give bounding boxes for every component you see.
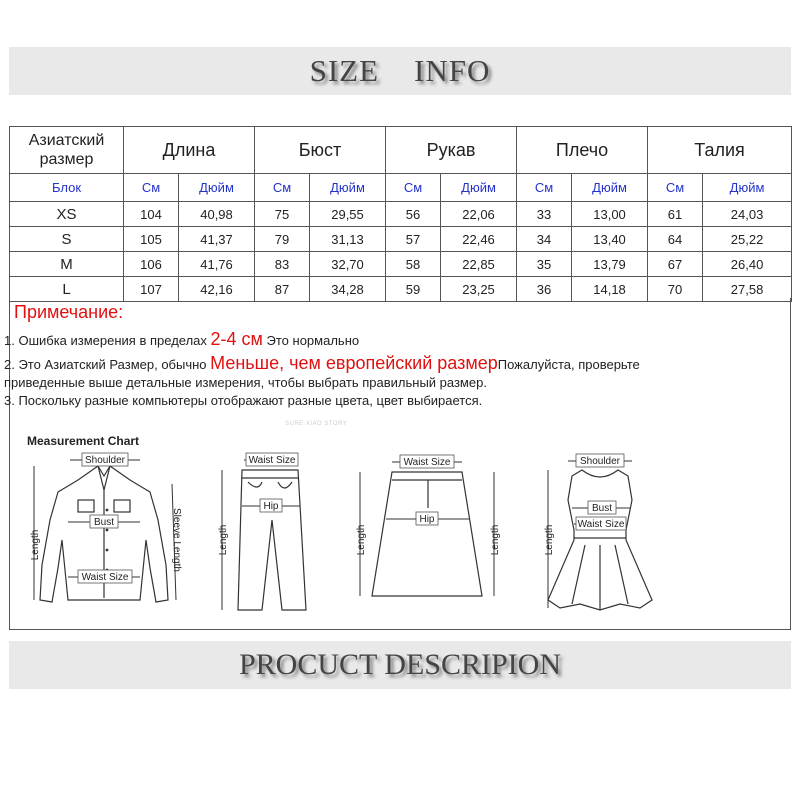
pants-illustration xyxy=(218,453,306,610)
pants-length-label: Length xyxy=(218,524,229,556)
shirt-length-label: Length xyxy=(30,529,41,561)
table-cell: 105 xyxy=(124,227,179,252)
note-1-text-a: 1. Ошибка измерения в пределах xyxy=(4,333,211,348)
table-cell: 59 xyxy=(386,277,441,302)
table-cell: 41,37 xyxy=(179,227,255,252)
unit-inch: Дюйм xyxy=(572,174,648,202)
table-cell: 67 xyxy=(648,252,703,277)
skirt-illustration xyxy=(356,455,501,596)
skirt-waist-label: Waist Size xyxy=(403,457,451,468)
shirt-shoulder-label: Shoulder xyxy=(84,455,126,466)
table-cell: 13,00 xyxy=(572,202,648,227)
skirt-length-left-label: Length xyxy=(356,524,367,556)
unit-inch: Дюйм xyxy=(179,174,255,202)
product-description-title: PROCUCT DESCRIPION xyxy=(238,648,562,681)
table-cell: 58 xyxy=(386,252,441,277)
table-cell: 56 xyxy=(386,202,441,227)
unit-cm: См xyxy=(386,174,441,202)
table-cell: 25,22 xyxy=(703,227,792,252)
dress-illustration xyxy=(544,454,652,610)
notes-title: Примечание: xyxy=(14,302,124,322)
unit-inch: Дюйм xyxy=(703,174,792,202)
unit-cm: См xyxy=(255,174,310,202)
header-bust: Бюст xyxy=(255,127,386,174)
table-cell: 23,25 xyxy=(441,277,517,302)
table-cell: 35 xyxy=(517,252,572,277)
unit-block: Блок xyxy=(10,174,124,202)
table-cell: 22,46 xyxy=(441,227,517,252)
table-cell: 42,16 xyxy=(179,277,255,302)
shirt-waist-label: Waist Size xyxy=(81,572,129,583)
table-cell: 13,79 xyxy=(572,252,648,277)
table-cell: 22,85 xyxy=(441,252,517,277)
table-cell: 22,06 xyxy=(441,202,517,227)
note-2-highlight: Меньше, чем европейский размер xyxy=(210,353,498,373)
size-cell: S xyxy=(10,227,124,252)
table-cell: 34 xyxy=(517,227,572,252)
table-cell: 87 xyxy=(255,277,310,302)
table-cell: 70 xyxy=(648,277,703,302)
table-cell: 41,76 xyxy=(179,252,255,277)
table-cell: 106 xyxy=(124,252,179,277)
unit-cm: См xyxy=(648,174,703,202)
dress-length-label: Length xyxy=(544,524,555,556)
size-cell: L xyxy=(10,277,124,302)
dress-shoulder-label: Shoulder xyxy=(579,456,621,467)
note-1-text-b: Это нормально xyxy=(262,333,360,348)
watermark-text: SURE XIAO STORY xyxy=(285,421,348,427)
table-cell: 29,55 xyxy=(310,202,386,227)
shirt-sleeve-label: Sleeve Length xyxy=(171,508,182,572)
size-info-title: SIZE INFO xyxy=(309,53,491,88)
skirt-length-right-label: Length xyxy=(490,524,501,556)
shirt-bust-label: Bust xyxy=(93,517,115,528)
note-2-text-a: 2. Это Азиатский Размер, обычно xyxy=(4,357,211,372)
dress-bust-label: Bust xyxy=(591,503,613,514)
size-cell: M xyxy=(10,252,124,277)
table-cell: 64 xyxy=(648,227,703,252)
table-cell: 13,40 xyxy=(572,227,648,252)
unit-inch: Дюйм xyxy=(441,174,517,202)
table-cell: 32,70 xyxy=(310,252,386,277)
product-description-banner xyxy=(9,641,791,689)
table-cell: 26,40 xyxy=(703,252,792,277)
note-2-line-2: приведенные выше детальные измерения, чтобы выбрать правильный размер. xyxy=(4,375,487,390)
table-cell: 104 xyxy=(124,202,179,227)
note-2-text-b: Пожалуйста, проверьте xyxy=(497,357,640,372)
table-cell: 33 xyxy=(517,202,572,227)
note-1-highlight: 2-4 см xyxy=(210,329,263,349)
table-cell: 79 xyxy=(255,227,310,252)
size-header: Азиатский размер xyxy=(10,127,124,174)
header-sleeve: Рукав xyxy=(386,127,517,174)
header-waist: Талия xyxy=(648,127,792,174)
table-cell: 14,18 xyxy=(572,277,648,302)
measurement-chart-title: Measurement Chart xyxy=(27,434,140,448)
header-shoulder: Плечо xyxy=(517,127,648,174)
unit-inch: Дюйм xyxy=(310,174,386,202)
pants-waist-label: Waist Size xyxy=(248,455,296,466)
unit-cm: См xyxy=(517,174,572,202)
unit-cm: См xyxy=(124,174,179,202)
pants-hip-label: Hip xyxy=(263,501,279,512)
table-cell: 57 xyxy=(386,227,441,252)
note-3: 3. Поскольку разные компьютеры отображают разные цвета, цвет выбирается. xyxy=(4,393,483,408)
header-length: Длина xyxy=(124,127,255,174)
skirt-hip-label: Hip xyxy=(419,514,435,525)
size-cell: XS xyxy=(10,202,124,227)
table-cell: 61 xyxy=(648,202,703,227)
dress-waist-label: Waist Size xyxy=(577,519,625,530)
table-cell: 24,03 xyxy=(703,202,792,227)
table-cell: 34,28 xyxy=(310,277,386,302)
table-cell: 27,58 xyxy=(703,277,792,302)
table-cell: 75 xyxy=(255,202,310,227)
table-cell: 107 xyxy=(124,277,179,302)
shirt-illustration xyxy=(30,453,182,602)
table-cell: 36 xyxy=(517,277,572,302)
table-cell: 40,98 xyxy=(179,202,255,227)
table-cell: 31,13 xyxy=(310,227,386,252)
table-cell: 83 xyxy=(255,252,310,277)
